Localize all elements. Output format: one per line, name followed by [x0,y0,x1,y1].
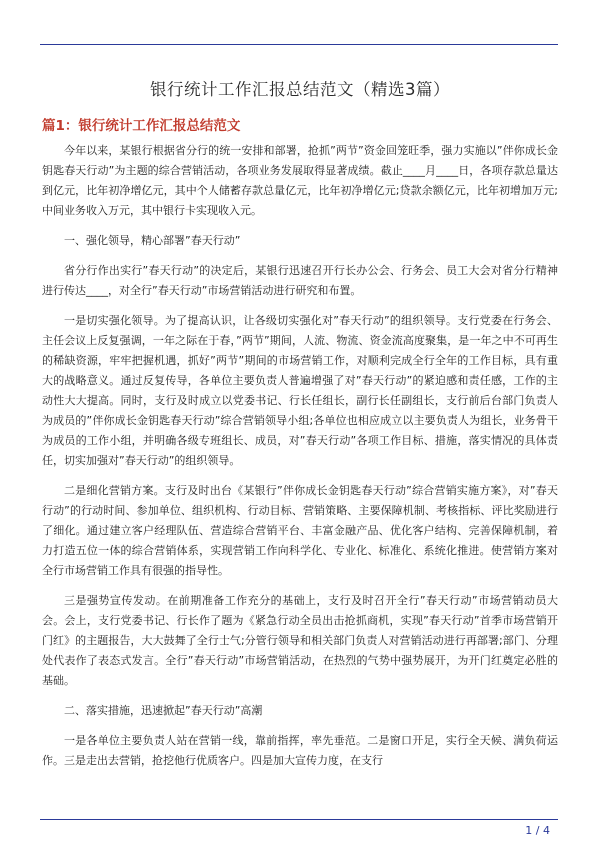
paragraph: 三是强势宣传发动。在前期准备工作充分的基础上，支行及时召开全行”春天行动”市场营销动员大会。会上，支行党委书记、行长作了题为《紧急行动全员出击抢抓商机，实现”春天行动”首季市场营销开门红》的主题报告，大大鼓舞了全行士气;分管行领导和相关部门负责人对营销活动进行再部署;部门、分理处代表作了表态式发言。全行”春天行动”市场营销活动，在热烈的气势中强势展开，为开门红奠定必胜的基础。 [42,594,558,687]
header-rule [40,44,558,45]
paragraph: 一是切实强化领导。为了提高认识，让各级切实强化对”春天行动”的组织领导。支行党委在行务会、主任会议上反复强调，一年之际在于春，”两节”期间，人流、物流、资金流高度聚集，是一年之中不可再生的稀缺资源，牢牢把握机遇，抓好”两节”期间的市场营销工作，对顺利完成全行全年的工作目标，具有重大的战略意义。通过反复传导，各单位主要负责人普遍增强了对”春天行动”的紧迫感和责任感，工作的主动性大大提高。同时，支行及时成立以党委书记、行长任组长，副行长任副组长，支行前后台部门负责人为成员的”伴你成长金钥匙春天行动”综合营销领导小组;各单位也相应成立以主要负责人为组长，业务骨干为成员的工作小组，并明确各级专班组长、成员，对”春天行动”各项工作目标、措施，落实情况的具体责任，切实加强对”春天行动”的组织领导。 [42,314,558,467]
page-number: 1 / 4 [525,824,550,837]
document-body [42,141,558,781]
paragraph-heading-2: 二、落实措施，迅速掀起”春天行动”高潮 [64,704,263,717]
paragraph-heading-1: 一、强化领导，精心部署”春天行动” [64,234,241,247]
paragraph: 二是细化营销方案。支行及时出台《某银行”伴你成长金钥匙春天行动”综合营销实施方案》，对”春天行动”的行动时间、参加单位、组织机构、行动目标、营销策略、主要保障机制、考核指标、评比奖励进行了细化。通过建立客户经理队伍、营造综合营销平台、丰富金融产品、优化客户结构、完善保障机制，着力打造五位一体的综合营销体系，实现营销工作向科学化、专业化、标准化、系统化推进。使营销方案对全行市场营销工作具有很强的指导性。 [42,484,558,577]
document-title: 银行统计工作汇报总结范文（精选3篇） [150,80,450,99]
footer-rule [40,819,558,820]
paragraph: 省分行作出实行”春天行动”的决定后，某银行迅速召开行长办公会、行务会、员工大会对省分行精神进行传达____，对全行”春天行动”市场营销活动进行研究和布置。 [42,264,558,297]
section-heading: 篇1：银行统计工作汇报总结范文 [42,118,241,134]
paragraph: 一是各单位主要负责人站在营销一线，靠前指挥，率先垂范。二是窗口开足，实行全天候、满负荷运作。三是走出去营销，抢挖他行优质客户。四是加大宣传力度，在支行 [42,734,558,767]
paragraph-intro: 今年以来，某银行根据省分行的统一安排和部署，抢抓”两节”资金回笼旺季，强力实施以”伴你成长金钥匙春天行动”为主题的综合营销活动，各项业务发展取得显著成绩。截止____月____日，各项存款总量达到亿元，比年初净增亿元，其中个人储蓄存款总量亿元，比年初净增亿元;贷款余额亿元，比年初增加万元;中间业务收入万元，其中银行卡实现收入元。 [42,144,558,217]
